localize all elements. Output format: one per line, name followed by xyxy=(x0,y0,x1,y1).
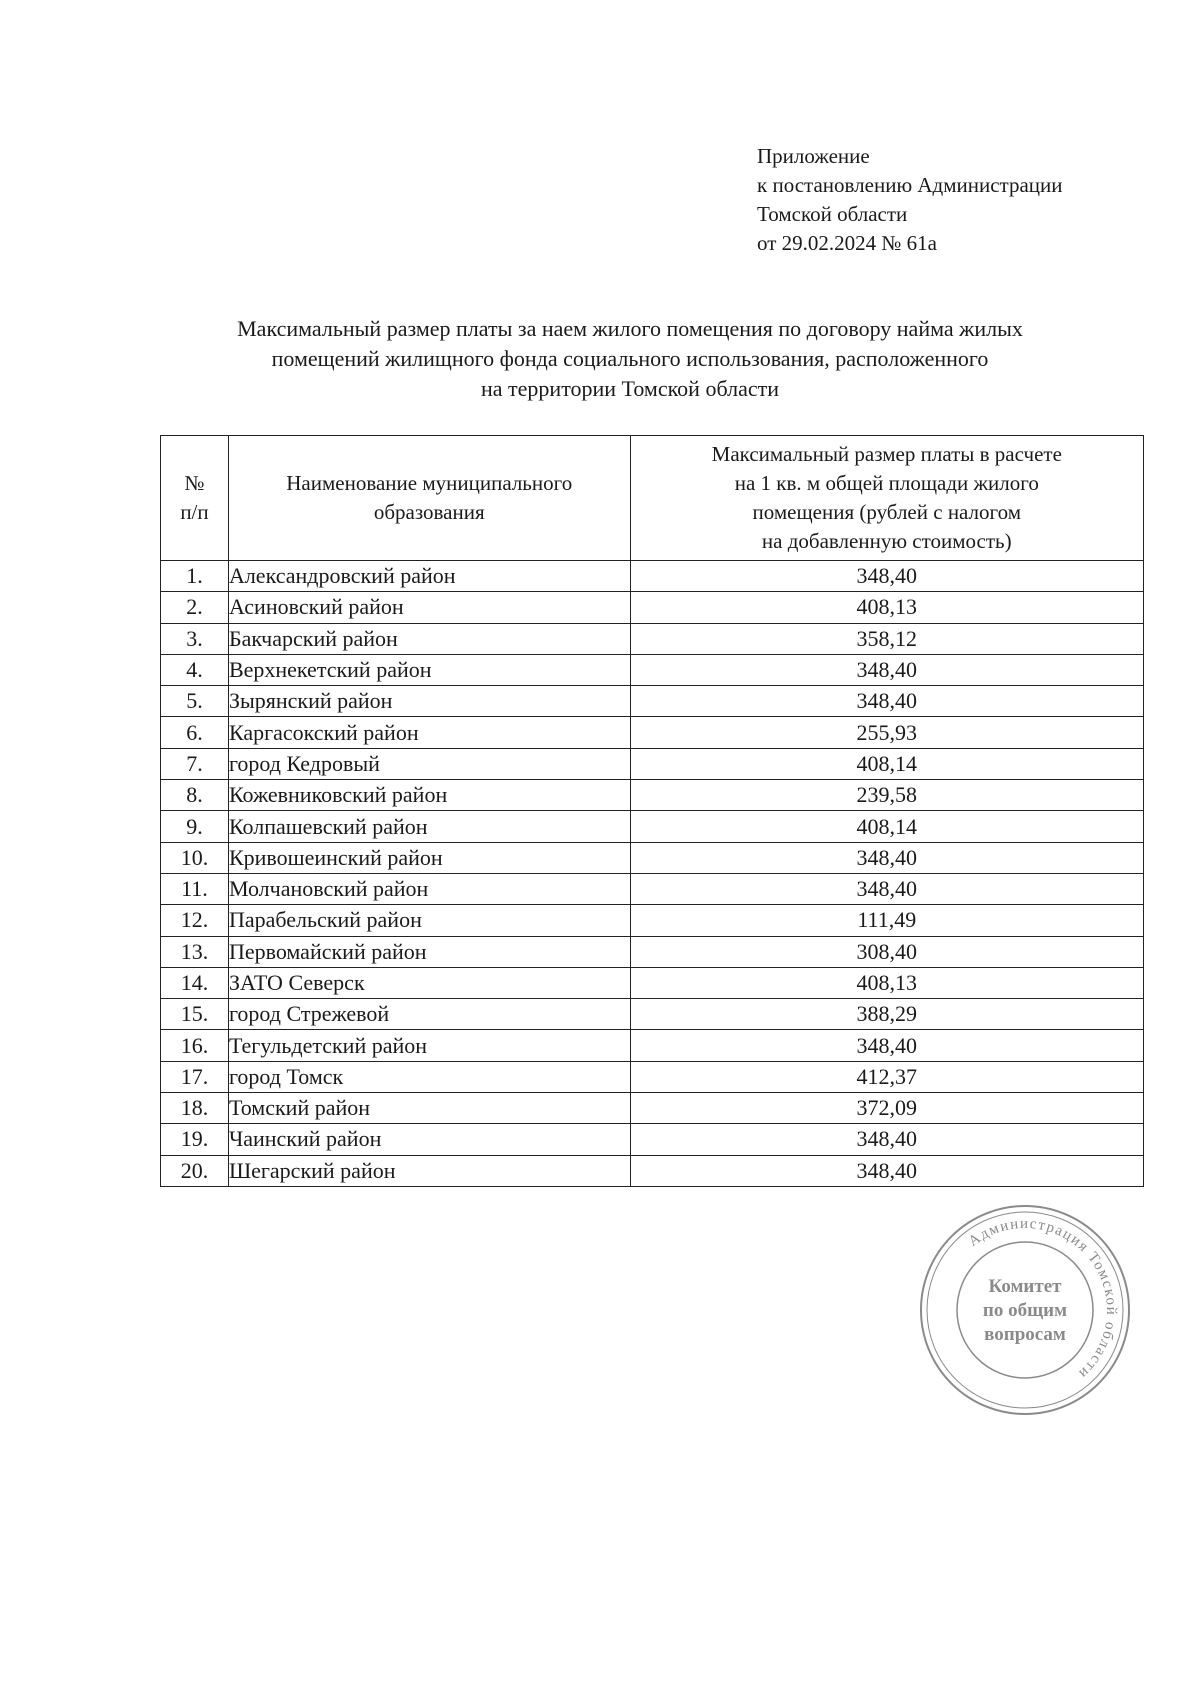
row-number: 3. xyxy=(161,623,229,654)
row-municipality: ЗАТО Северск xyxy=(228,967,630,998)
row-number: 2. xyxy=(161,592,229,623)
row-number: 5. xyxy=(161,686,229,717)
table-row xyxy=(161,561,1144,592)
row-municipality: Кожевниковский район xyxy=(228,780,630,811)
row-municipality: Шегарский район xyxy=(228,1155,630,1186)
row-municipality: Зырянский район xyxy=(228,686,630,717)
header-number-line: № xyxy=(184,471,205,495)
row-number: 17. xyxy=(161,1061,229,1092)
appendix-line: Томской области xyxy=(757,202,908,226)
row-rate: 372,09 xyxy=(630,1093,1143,1124)
header-name-line: образования xyxy=(373,500,485,524)
table-row xyxy=(161,999,1144,1030)
row-number: 6. xyxy=(161,717,229,748)
row-municipality: Бакчарский район xyxy=(228,623,630,654)
row-municipality: Кривошеинский район xyxy=(228,842,630,873)
appendix-line: к постановлению Администрации xyxy=(757,173,1063,197)
row-rate: 408,14 xyxy=(630,748,1143,779)
row-number: 7. xyxy=(161,748,229,779)
row-rate: 358,12 xyxy=(630,623,1143,654)
row-number: 10. xyxy=(161,842,229,873)
table-row xyxy=(161,1155,1144,1186)
row-number: 19. xyxy=(161,1124,229,1155)
row-municipality: Верхнекетский район xyxy=(228,654,630,685)
row-rate: 348,40 xyxy=(630,1155,1143,1186)
row-municipality: город Томск xyxy=(228,1061,630,1092)
row-municipality: Колпашевский район xyxy=(228,811,630,842)
row-number: 20. xyxy=(161,1155,229,1186)
row-number: 8. xyxy=(161,780,229,811)
title-line: Максимальный размер платы за наем жилого помещения по договору найма жилых xyxy=(237,316,1023,341)
row-rate: 348,40 xyxy=(630,1030,1143,1061)
seal-center-line: Комитет xyxy=(988,1276,1062,1297)
title-line: помещений жилищного фонда социального использования, расположенного xyxy=(271,346,989,371)
row-number: 1. xyxy=(161,561,229,592)
row-rate: 348,40 xyxy=(630,654,1143,685)
row-municipality: город Стрежевой xyxy=(228,999,630,1030)
table-row xyxy=(161,780,1144,811)
seal-center-line: вопросам xyxy=(984,1324,1066,1345)
row-rate: 388,29 xyxy=(630,999,1143,1030)
appendix-line: от 29.02.2024 № 61а xyxy=(757,231,938,255)
row-number: 11. xyxy=(161,873,229,904)
header-name-line: Наименование муниципального xyxy=(286,471,573,495)
header-rate-line: на 1 кв. м общей площади жилого xyxy=(734,471,1039,495)
table-row xyxy=(161,967,1144,998)
header-rate-line: помещения (рублей с налогом xyxy=(752,500,1022,524)
document-title xyxy=(130,314,1130,404)
official-seal xyxy=(915,1200,1135,1420)
row-municipality: Первомайский район xyxy=(228,936,630,967)
row-number: 12. xyxy=(161,905,229,936)
table-row xyxy=(161,1124,1144,1155)
row-municipality: Александровский район xyxy=(228,561,630,592)
table-row xyxy=(161,654,1144,685)
table-header-row xyxy=(161,436,1144,561)
table-row xyxy=(161,623,1144,654)
header-number xyxy=(161,436,229,561)
table-row xyxy=(161,811,1144,842)
row-municipality: Каргасокский район xyxy=(228,717,630,748)
table-row xyxy=(161,842,1144,873)
row-rate: 308,40 xyxy=(630,936,1143,967)
table-row xyxy=(161,1030,1144,1061)
row-rate: 348,40 xyxy=(630,842,1143,873)
rates-table xyxy=(160,435,1144,1187)
row-number: 15. xyxy=(161,999,229,1030)
row-rate: 408,13 xyxy=(630,967,1143,998)
table-row xyxy=(161,873,1144,904)
header-rate xyxy=(630,436,1143,561)
row-number: 9. xyxy=(161,811,229,842)
row-rate: 348,40 xyxy=(630,1124,1143,1155)
row-rate: 408,14 xyxy=(630,811,1143,842)
row-municipality: Тегульдетский район xyxy=(228,1030,630,1061)
appendix-line: Приложение xyxy=(757,144,870,168)
row-rate: 111,49 xyxy=(630,905,1143,936)
row-rate: 412,37 xyxy=(630,1061,1143,1092)
row-rate: 408,13 xyxy=(630,592,1143,623)
row-number: 13. xyxy=(161,936,229,967)
seal-ring-textpath: Администрация Томской области xyxy=(965,1215,1120,1383)
table-row xyxy=(161,592,1144,623)
table-body xyxy=(161,561,1144,1187)
table-row xyxy=(161,717,1144,748)
table-row xyxy=(161,1061,1144,1092)
title-line: на территории Томской области xyxy=(481,376,779,401)
header-rate-line: Максимальный размер платы в расчете xyxy=(711,442,1062,466)
header-rate-line: на добавленную стоимость) xyxy=(761,529,1012,553)
appendix-block xyxy=(757,142,1063,258)
table-row xyxy=(161,686,1144,717)
table-row xyxy=(161,905,1144,936)
row-municipality: город Кедровый xyxy=(228,748,630,779)
seal-center-line: по общим xyxy=(982,1300,1068,1321)
row-rate: 348,40 xyxy=(630,686,1143,717)
row-number: 16. xyxy=(161,1030,229,1061)
header-number-line: п/п xyxy=(180,500,209,524)
row-municipality: Томский район xyxy=(228,1093,630,1124)
row-number: 4. xyxy=(161,654,229,685)
table-row xyxy=(161,936,1144,967)
row-municipality: Асиновский район xyxy=(228,592,630,623)
row-number: 18. xyxy=(161,1093,229,1124)
table-row xyxy=(161,1093,1144,1124)
row-rate: 239,58 xyxy=(630,780,1143,811)
row-number: 14. xyxy=(161,967,229,998)
row-rate: 255,93 xyxy=(630,717,1143,748)
row-municipality: Парабельский район xyxy=(228,905,630,936)
row-rate: 348,40 xyxy=(630,873,1143,904)
row-rate: 348,40 xyxy=(630,561,1143,592)
row-municipality: Чаинский район xyxy=(228,1124,630,1155)
table-row xyxy=(161,748,1144,779)
header-name xyxy=(228,436,630,561)
row-municipality: Молчановский район xyxy=(228,873,630,904)
